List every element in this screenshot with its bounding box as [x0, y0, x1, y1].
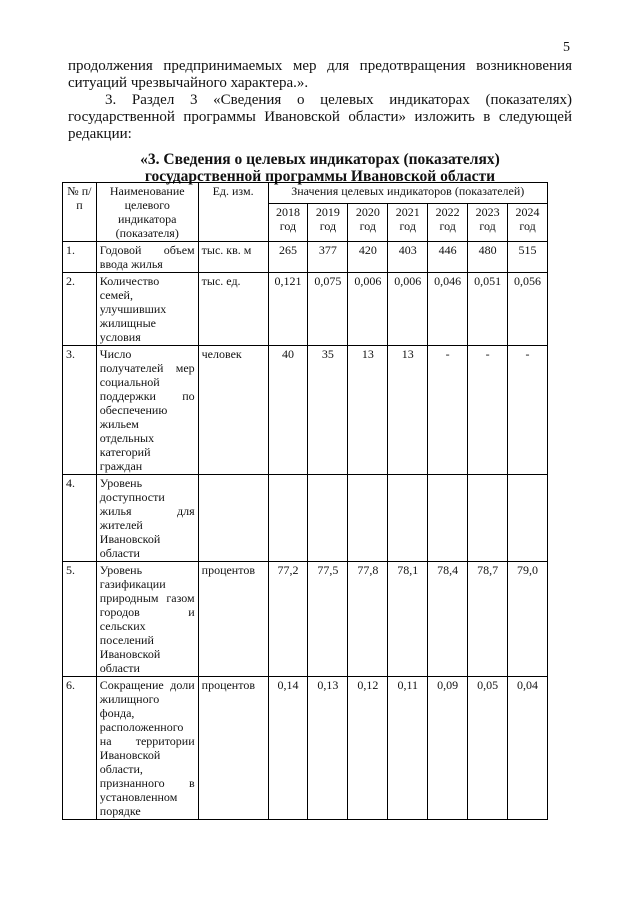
- indicator-value: 40: [268, 346, 308, 475]
- indicator-value: 0,121: [268, 273, 308, 346]
- indicator-name: Число получателей мер социальной поддержки по обеспечению жильем отдельных категорий граждан: [96, 346, 198, 475]
- indicator-value: 0,051: [468, 273, 508, 346]
- indicator-value: 78,1: [388, 562, 428, 677]
- indicator-value: 0,09: [428, 677, 468, 820]
- table-row: [63, 677, 548, 820]
- intro-paragraph-1: продолжения предпринимаемых мер для предотвращения возникновения ситуаций чрезвычайного характера.».: [68, 58, 572, 91]
- indicator-value: 446: [428, 242, 468, 273]
- indicator-name: Годовой объем ввода жилья: [96, 242, 198, 273]
- table-row: [63, 346, 548, 475]
- row-number: 3.: [63, 346, 97, 475]
- section-heading-line-2: государственной программы Ивановской области: [144, 168, 496, 185]
- indicator-unit: [198, 475, 268, 562]
- intro-text: [68, 58, 572, 143]
- indicator-value: 0,056: [508, 273, 548, 346]
- row-number: 5.: [63, 562, 97, 677]
- intro-paragraph-2: 3. Раздел 3 «Сведения о целевых индикаторах (показателях) государственной программы Ивановской области» изложить в следующей редакции:: [68, 92, 572, 142]
- indicator-value: 403: [388, 242, 428, 273]
- indicator-name: Количество семей, улучшивших жилищные условия: [96, 273, 198, 346]
- indicator-value: 480: [468, 242, 508, 273]
- indicator-name: Уровень доступности жилья для жителей Ивановской области: [96, 475, 198, 562]
- indicator-name: Уровень газификации природным газом городов и сельских поселений Ивановской области: [96, 562, 198, 677]
- indicator-value: 0,05: [468, 677, 508, 820]
- indicator-value: 0,12: [348, 677, 388, 820]
- row-number: 4.: [63, 475, 97, 562]
- indicator-value: -: [428, 346, 468, 475]
- indicator-value: 0,11: [388, 677, 428, 820]
- indicator-value: [468, 475, 508, 562]
- table-row: [63, 242, 548, 273]
- indicator-value: 77,5: [308, 562, 348, 677]
- indicator-value: 78,4: [428, 562, 468, 677]
- indicator-value: 0,14: [268, 677, 308, 820]
- header-year: 2022 год: [428, 203, 468, 241]
- header-values: Значения целевых индикаторов (показателей): [268, 183, 547, 204]
- indicator-value: 377: [308, 242, 348, 273]
- indicator-name: Сокращение доли жилищного фонда, расположенного на территории Ивановской области, признанного в установленном порядке: [96, 677, 198, 820]
- indicators-table: [62, 182, 548, 820]
- indicator-value: 77,8: [348, 562, 388, 677]
- indicator-value: 0,075: [308, 273, 348, 346]
- header-year: 2019 год: [308, 203, 348, 241]
- indicator-value: [268, 475, 308, 562]
- table-header-row: [63, 183, 548, 204]
- indicator-value: 79,0: [508, 562, 548, 677]
- table-row: [63, 475, 548, 562]
- page-number: 5: [563, 40, 570, 55]
- indicator-value: 0,006: [348, 273, 388, 346]
- header-year: 2018 год: [268, 203, 308, 241]
- indicator-value: 13: [388, 346, 428, 475]
- indicator-value: 0,13: [308, 677, 348, 820]
- indicator-value: [348, 475, 388, 562]
- indicator-value: 77,2: [268, 562, 308, 677]
- header-year: 2023 год: [468, 203, 508, 241]
- indicator-value: 35: [308, 346, 348, 475]
- table-row: [63, 273, 548, 346]
- indicator-value: 420: [348, 242, 388, 273]
- section-heading-line-1: «3. Сведения о целевых индикаторах (показателях): [140, 151, 500, 168]
- table-row: [63, 562, 548, 677]
- row-number: 1.: [63, 242, 97, 273]
- indicator-value: 13: [348, 346, 388, 475]
- row-number: 6.: [63, 677, 97, 820]
- header-number: № п/п: [63, 183, 97, 242]
- indicator-value: 78,7: [468, 562, 508, 677]
- indicator-value: [388, 475, 428, 562]
- header-indicator-name: Наименование целевого индикатора (показателя): [96, 183, 198, 242]
- indicator-value: 0,046: [428, 273, 468, 346]
- header-year: 2020 год: [348, 203, 388, 241]
- indicator-unit: тыс. ед.: [198, 273, 268, 346]
- indicator-value: [308, 475, 348, 562]
- table-body: [63, 242, 548, 820]
- indicator-value: -: [468, 346, 508, 475]
- indicator-unit: человек: [198, 346, 268, 475]
- indicator-unit: процентов: [198, 677, 268, 820]
- header-unit: Ед. изм.: [198, 183, 268, 242]
- indicator-unit: тыс. кв. м: [198, 242, 268, 273]
- indicator-value: -: [508, 346, 548, 475]
- indicator-value: 0,006: [388, 273, 428, 346]
- indicator-value: 0,04: [508, 677, 548, 820]
- section-heading: [66, 151, 574, 185]
- indicator-value: [508, 475, 548, 562]
- header-year: 2024 год: [508, 203, 548, 241]
- indicator-unit: процентов: [198, 562, 268, 677]
- indicator-value: 265: [268, 242, 308, 273]
- header-year: 2021 год: [388, 203, 428, 241]
- indicator-value: [428, 475, 468, 562]
- row-number: 2.: [63, 273, 97, 346]
- indicator-value: 515: [508, 242, 548, 273]
